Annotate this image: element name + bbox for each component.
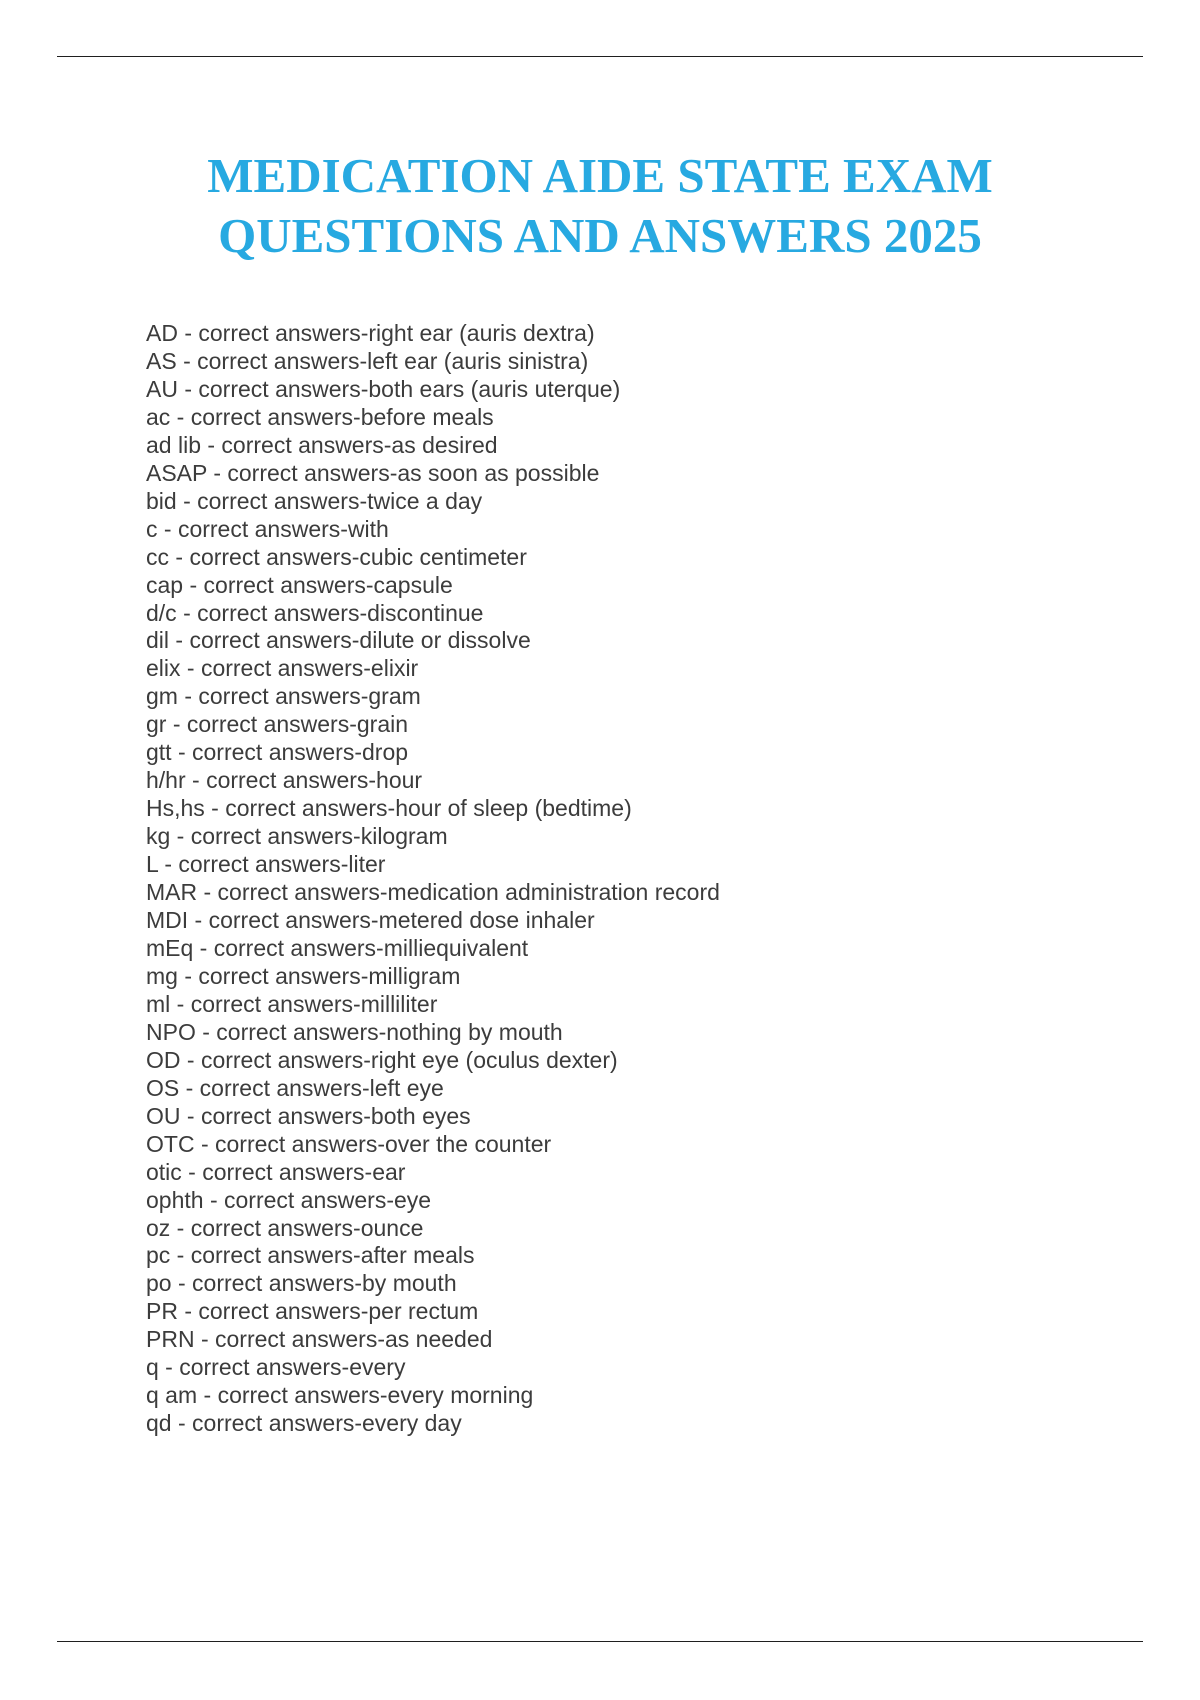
qa-entry: AS - correct answers-left ear (auris sinistra) xyxy=(146,347,589,374)
qa-entry: NPO - correct answers-nothing by mouth xyxy=(146,1018,563,1045)
qa-entry: cc - correct answers-cubic centimeter xyxy=(146,543,527,570)
qa-entry: ASAP - correct answers-as soon as possible xyxy=(146,459,600,486)
qa-entry: OU - correct answers-both eyes xyxy=(146,1102,471,1129)
top-rule xyxy=(57,56,1143,57)
qa-entry: gm - correct answers-gram xyxy=(146,683,421,710)
qa-entry: dil - correct answers-dilute or dissolve xyxy=(146,627,531,654)
qa-entry: qd - correct answers-every day xyxy=(146,1410,462,1437)
qa-entry: gtt - correct answers-drop xyxy=(146,739,409,766)
qa-entry: q - correct answers-every xyxy=(146,1354,406,1381)
qa-list xyxy=(146,320,720,1438)
qa-entry: kg - correct answers-kilogram xyxy=(146,823,448,850)
qa-entry: po - correct answers-by mouth xyxy=(146,1270,457,1297)
qa-entry: OTC - correct answers-over the counter xyxy=(146,1130,552,1157)
title-line-2: QUESTIONS AND ANSWERS 2025 xyxy=(218,208,982,263)
qa-entry: pc - correct answers-after meals xyxy=(146,1242,475,1269)
qa-entry: PR - correct answers-per rectum xyxy=(146,1298,479,1325)
qa-entry: ophth - correct answers-eye xyxy=(146,1186,432,1213)
qa-entry: ad lib - correct answers-as desired xyxy=(146,431,498,458)
qa-entry: elix - correct answers-elixir xyxy=(146,655,419,682)
qa-entry: Hs,hs - correct answers-hour of sleep (bedtime) xyxy=(146,795,632,822)
qa-entry: PRN - correct answers-as needed xyxy=(146,1326,493,1353)
qa-entry: OS - correct answers-left eye xyxy=(146,1074,444,1101)
qa-entry: mg - correct answers-milligram xyxy=(146,962,461,989)
qa-entry: mEq - correct answers-milliequivalent xyxy=(146,934,529,961)
qa-entry: otic - correct answers-ear xyxy=(146,1158,406,1185)
qa-entry: AD - correct answers-right ear (auris dextra) xyxy=(146,320,595,346)
qa-entry: q am - correct answers-every morning xyxy=(146,1382,534,1409)
qa-entry: h/hr - correct answers-hour xyxy=(146,767,423,794)
qa-entry: ml - correct answers-milliliter xyxy=(146,990,438,1017)
bottom-rule xyxy=(57,1641,1143,1642)
qa-entry: MAR - correct answers-medication administration record xyxy=(146,879,720,906)
qa-entry: cap - correct answers-capsule xyxy=(146,571,453,598)
qa-entry: L - correct answers-liter xyxy=(146,851,386,878)
qa-entry: d/c - correct answers-discontinue xyxy=(146,599,484,626)
qa-entry: AU - correct answers-both ears (auris uterque) xyxy=(146,375,621,402)
qa-entry: c - correct answers-with xyxy=(146,515,389,542)
qa-entry: MDI - correct answers-metered dose inhaler xyxy=(146,907,595,934)
qa-entry: gr - correct answers-grain xyxy=(146,711,409,738)
page-title xyxy=(57,146,1143,266)
qa-entry: ac - correct answers-before meals xyxy=(146,403,494,430)
qa-entry: oz - correct answers-ounce xyxy=(146,1214,424,1241)
qa-entry: bid - correct answers-twice a day xyxy=(146,487,483,514)
qa-entry: OD - correct answers-right eye (oculus dexter) xyxy=(146,1046,618,1073)
title-line-1: MEDICATION AIDE STATE EXAM xyxy=(207,148,993,203)
